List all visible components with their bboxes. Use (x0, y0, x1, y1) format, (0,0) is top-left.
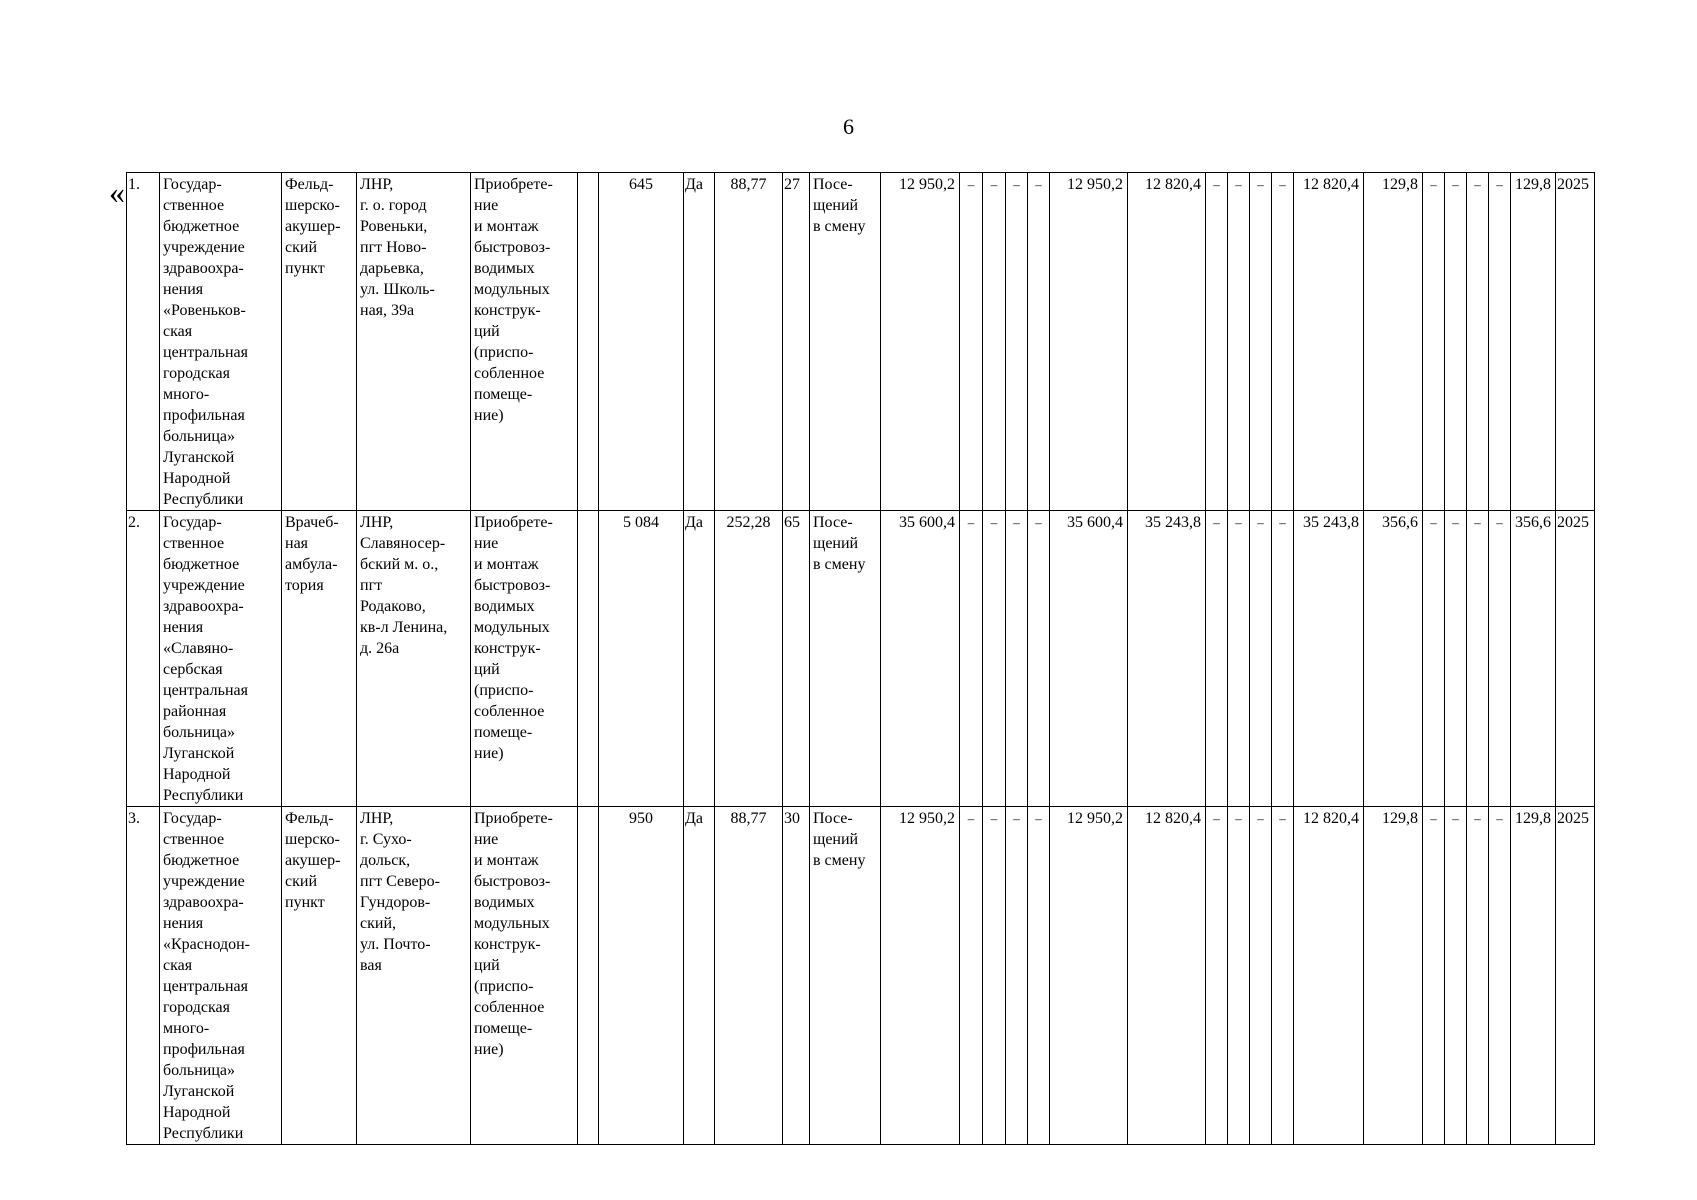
dash-cell: – (1006, 807, 1028, 1145)
regional-amount-year: 129,8 (1511, 807, 1556, 1145)
dash-cell: – (1467, 511, 1489, 807)
dash-cell: – (983, 807, 1006, 1145)
facility-address: ЛНР, г. Сухо- дольск, пгт Северо- Гундоров- ский, ул. Почто- вая (357, 807, 471, 1145)
capacity-unit: Посе- щений в смену (810, 173, 881, 511)
dash-cell: – (1206, 807, 1228, 1145)
total-amount: 12 950,2 (881, 173, 960, 511)
empty-cell (578, 807, 599, 1145)
dash-cell: – (1250, 173, 1272, 511)
dash-cell: – (1272, 173, 1294, 511)
dash-cell: – (1489, 807, 1511, 1145)
facility-type: Фельд- шерско- акушер- ский пункт (282, 807, 357, 1145)
dash-cell: – (960, 173, 983, 511)
federal-amount-year: 12 820,4 (1294, 173, 1364, 511)
total-amount: 12 950,2 (881, 807, 960, 1145)
year-value: 2025 (1556, 807, 1595, 1145)
dash-cell: – (1423, 807, 1445, 1145)
planned-action: Приобрете- ние и монтаж быстровоз- водимых модульных конструк- ций (приспо- собленное помеще- ние) (471, 511, 578, 807)
flag-value: Да (684, 173, 715, 511)
total-amount-year: 35 600,4 (1050, 511, 1128, 807)
dash-cell: – (1445, 807, 1467, 1145)
dash-cell: – (1228, 511, 1250, 807)
opening-quote-mark: « (109, 174, 125, 210)
dash-cell: – (1228, 807, 1250, 1145)
facilities-table (126, 172, 1595, 1145)
dash-cell: – (1489, 511, 1511, 807)
regional-amount: 129,8 (1364, 173, 1423, 511)
total-amount-year: 12 950,2 (1050, 807, 1128, 1145)
dash-cell: – (1250, 511, 1272, 807)
total-amount: 35 600,4 (881, 511, 960, 807)
federal-amount: 12 820,4 (1128, 173, 1206, 511)
dash-cell: – (1445, 173, 1467, 511)
dash-cell: – (983, 511, 1006, 807)
flag-value: Да (684, 807, 715, 1145)
page-number: 6 (843, 114, 854, 139)
capacity-value: 27 (783, 173, 810, 511)
area-value: 88,77 (715, 807, 783, 1145)
row-number: 2. (127, 511, 160, 807)
regional-amount-year: 356,6 (1511, 511, 1556, 807)
facility-address: ЛНР, г. о. город Ровеньки, пгт Ново- дарьевка, ул. Школь- ная, 39а (357, 173, 471, 511)
dash-cell: – (1423, 511, 1445, 807)
population-value: 950 (599, 807, 684, 1145)
facility-type: Фельд- шерско- акушер- ский пункт (282, 173, 357, 511)
capacity-unit: Посе- щений в смену (810, 511, 881, 807)
institution-name: Государ- ственное бюджетное учреждение здравоохра- нения «Ровеньков- ская центральная городская много- профильная больница» Луганской Народной Республики (160, 173, 282, 511)
empty-cell (578, 511, 599, 807)
dash-cell: – (1467, 807, 1489, 1145)
federal-amount-year: 35 243,8 (1294, 511, 1364, 807)
table-row (127, 807, 1595, 1145)
row-number: 3. (127, 807, 160, 1145)
dash-cell: – (1206, 511, 1228, 807)
area-value: 88,77 (715, 173, 783, 511)
population-value: 5 084 (599, 511, 684, 807)
capacity-unit: Посе- щений в смену (810, 807, 881, 1145)
year-value: 2025 (1556, 173, 1595, 511)
table-row (127, 173, 1595, 511)
total-amount-year: 12 950,2 (1050, 173, 1128, 511)
row-number: 1. (127, 173, 160, 511)
dash-cell: – (1445, 511, 1467, 807)
federal-amount-year: 12 820,4 (1294, 807, 1364, 1145)
dash-cell: – (1006, 173, 1028, 511)
dash-cell: – (1272, 511, 1294, 807)
dash-cell: – (1272, 807, 1294, 1145)
regional-amount-year: 129,8 (1511, 173, 1556, 511)
capacity-value: 65 (783, 511, 810, 807)
federal-amount: 35 243,8 (1128, 511, 1206, 807)
dash-cell: – (1006, 511, 1028, 807)
flag-value: Да (684, 511, 715, 807)
dash-cell: – (1467, 173, 1489, 511)
facility-address: ЛНР, Славяносер- бский м. о., пгт Родаково, кв-л Ленина, д. 26а (357, 511, 471, 807)
federal-amount: 12 820,4 (1128, 807, 1206, 1145)
dash-cell: – (1250, 807, 1272, 1145)
planned-action: Приобрете- ние и монтаж быстровоз- водимых модульных конструк- ций (приспо- собленное помеще- ние) (471, 173, 578, 511)
regional-amount: 356,6 (1364, 511, 1423, 807)
dash-cell: – (960, 807, 983, 1145)
planned-action: Приобрете- ние и монтаж быстровоз- водимых модульных конструк- ций (приспо- собленное помеще- ние) (471, 807, 578, 1145)
population-value: 645 (599, 173, 684, 511)
dash-cell: – (1423, 173, 1445, 511)
table-row (127, 511, 1595, 807)
dash-cell: – (1028, 807, 1050, 1145)
dash-cell: – (1228, 173, 1250, 511)
dash-cell: – (960, 511, 983, 807)
dash-cell: – (983, 173, 1006, 511)
institution-name: Государ- ственное бюджетное учреждение здравоохра- нения «Славяно- сербская центральная районная больница» Луганской Народной Республики (160, 511, 282, 807)
dash-cell: – (1028, 511, 1050, 807)
empty-cell (578, 173, 599, 511)
facility-type: Врачеб- ная амбула- тория (282, 511, 357, 807)
institution-name: Государ- ственное бюджетное учреждение здравоохра- нения «Краснодон- ская центральная городская много- профильная больница» Луганской Народной Республики (160, 807, 282, 1145)
dash-cell: – (1489, 173, 1511, 511)
capacity-value: 30 (783, 807, 810, 1145)
area-value: 252,28 (715, 511, 783, 807)
year-value: 2025 (1556, 511, 1595, 807)
dash-cell: – (1206, 173, 1228, 511)
regional-amount: 129,8 (1364, 807, 1423, 1145)
dash-cell: – (1028, 173, 1050, 511)
